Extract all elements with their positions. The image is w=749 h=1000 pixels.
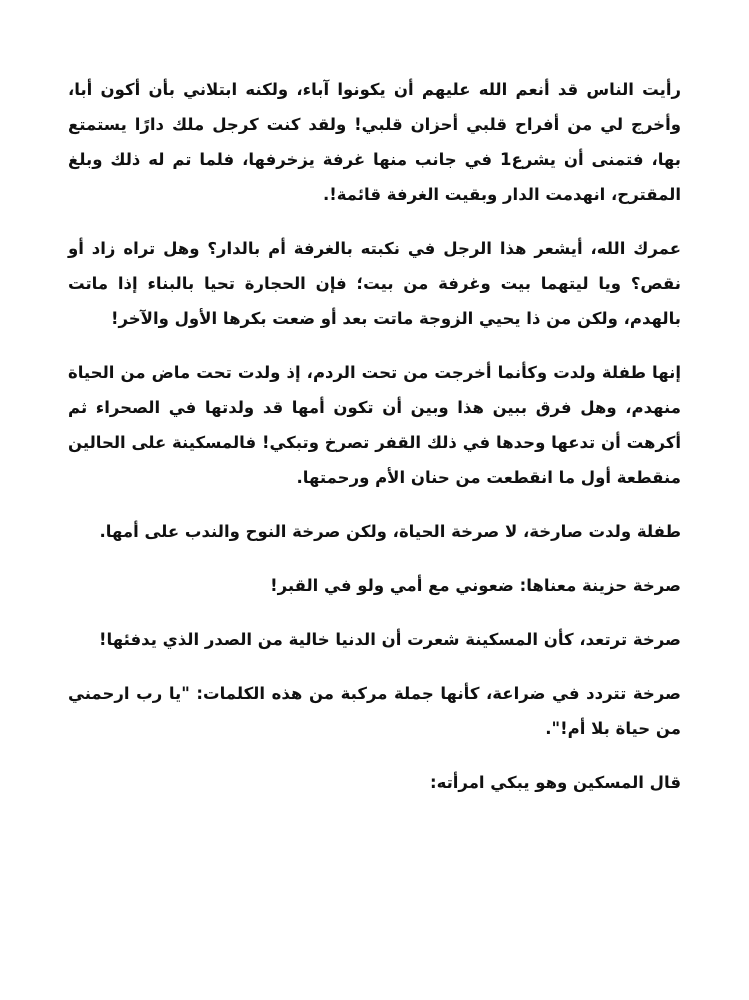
- paragraph-3: إنها طفلة ولدت وكأنما أخرجت من تحت الردم، إذ ولدت تحت ماض من الحياة منهدم، وهل فرق ببين هذا وبين أن تكون أمها قد ولدتها في الصحراء ثم أكرهت أن تدعها وحدها في ذلك القفر تصرخ وتبكي! فالمسكينة على الحالين منقطعة أول ما انقطعت من حنان الأم ورحمتها.: [68, 363, 681, 487]
- paragraph-4: طفلة ولدت صارخة، لا صرخة الحياة، ولكن صرخة النوح والندب على أمها.: [99, 522, 681, 541]
- paragraph-7: صرخة تتردد في ضراعة، كأنها جملة مركبة من هذه الكلمات: "يا رب ارحمني من حياة بلا أم!".: [68, 684, 681, 738]
- paragraph-2: عمرك الله، أيشعر هذا الرجل في نكبته بالغرفة أم بالدار؟ وهل تراه زاد أو نقص؟ ويا ليتهما بيت وغرفة من بيت؛ فإن الحجارة تحيا بالبناء إذا ماتت بالهدم، ولكن من ذا يحيي الزوجة ماتت بعد أو ضعت بكرها الأول والآخر!: [68, 239, 681, 328]
- paragraph-6: صرخة ترتعد، كأن المسكينة شعرت أن الدنيا خالية من الصدر الذي يدفئها!: [99, 630, 681, 649]
- paragraph-1: رأيت الناس قد أنعم الله عليهم أن يكونوا آباء، ولكنه ابتلاني بأن أكون أبا، وأخرج لي من أفراح قلبي أحزان قلبي! ولقد كنت كرجل ملك دارًا يستمتع بها، فتمنى أن يشرع1 في جانب منها غرفة يزخرفها، فلما تم له ذلك وبلغ المقترح، انهدمت الدار وبقيت الغرفة قائمة!.: [68, 80, 681, 204]
- paragraph-8: قال المسكين وهو يبكي امرأته:: [429, 773, 681, 792]
- document-page: [68, 72, 681, 819]
- paragraph-5: صرخة حزينة معناها: ضعوني مع أمي ولو في القبر!: [270, 576, 681, 595]
